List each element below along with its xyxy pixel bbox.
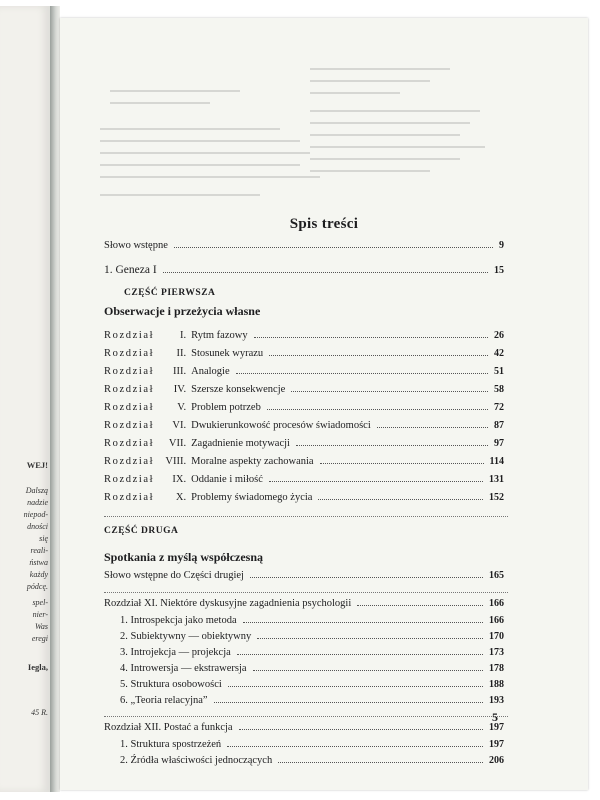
dot-leader: [228, 686, 483, 687]
facing-page-edge: [0, 6, 51, 792]
facing-page-fragment: eregi: [31, 634, 48, 643]
dot-leader: [291, 391, 488, 392]
page-ref: 170: [489, 631, 504, 642]
facing-page-fragment: Dalszą: [25, 486, 48, 495]
page-ref: 152: [489, 492, 504, 503]
page-ref: 197: [489, 722, 504, 733]
chapter-title: Oddanie i miłość: [191, 474, 263, 485]
page-ref: 165: [489, 570, 504, 581]
page-ref: 197: [489, 739, 504, 750]
chapter-row: [104, 474, 504, 490]
part-title: Obserwacje i przeżycia własne: [104, 304, 261, 318]
facing-page-fragment: WEJ!: [26, 460, 48, 470]
chapter-row: [104, 722, 504, 738]
page-title: Spis treści: [289, 216, 359, 232]
page-ref: 166: [489, 598, 504, 609]
chapter-row: [104, 402, 504, 418]
subsection-title: 2. Subiektywny — obiektywny: [120, 631, 252, 642]
page-ref: 42: [494, 348, 504, 359]
page-ref: 97: [494, 438, 504, 449]
subsection-row: [120, 647, 504, 663]
chapter-word: Rozdział: [104, 420, 155, 431]
chapter-word: Rozdział: [104, 384, 155, 395]
chapter-title: Problem potrzeb: [191, 402, 261, 413]
subsection-row: [120, 679, 504, 695]
chapter-word: Rozdział: [104, 330, 155, 341]
subsection-title: 6. „Teoria relacyjna”: [120, 695, 208, 706]
chapter-row: [104, 366, 504, 382]
toc-entry-label: Słowo wstępne do Części drugiej: [104, 570, 244, 581]
facing-page-fragment: nier-: [32, 610, 48, 619]
part-heading: CZĘŚĆ DRUGA: [104, 526, 179, 536]
page-number: 5: [492, 710, 498, 724]
dot-leader: [239, 729, 483, 730]
dot-leader: [267, 409, 488, 410]
chapter-title: Rozdział XII. Postać a funkcja: [104, 722, 233, 733]
chapter-word: Rozdział: [104, 348, 155, 359]
section-divider: [104, 716, 508, 717]
dot-leader: [174, 247, 493, 248]
chapter-title: Moralne aspekty zachowania: [191, 456, 314, 467]
subsection-title: 5. Struktura osobowości: [120, 679, 222, 690]
chapter-word: Rozdział: [104, 402, 155, 413]
chapter-row: [104, 438, 504, 454]
dot-leader: [236, 373, 488, 374]
chapter-number: VI.: [172, 420, 187, 431]
dot-leader: [250, 577, 483, 578]
page-ref: 114: [489, 456, 504, 467]
book-gutter: [50, 6, 60, 792]
subsection-row: [120, 663, 504, 679]
part-title: Spotkania z myślą współczesną: [104, 550, 264, 564]
bleed-through-text: [60, 18, 588, 238]
page-ref: 206: [489, 755, 504, 766]
dot-leader: [253, 670, 483, 671]
dot-leader: [254, 337, 488, 338]
toc-entry: [104, 264, 504, 280]
chapter-title: Rytm fazowy: [191, 330, 248, 341]
facing-page-fragment: nadzie: [27, 498, 48, 507]
page-ref: 72: [494, 402, 504, 413]
chapter-number: VIII.: [165, 456, 187, 467]
book-page: [60, 18, 588, 790]
chapter-row: [104, 348, 504, 364]
subsection-title: 3. Introjekcja — projekcja: [120, 647, 231, 658]
facing-page-fragment: pódcę.: [26, 582, 48, 591]
facing-page-fragment: Was: [34, 622, 48, 631]
page-ref: 58: [494, 384, 504, 395]
dot-leader: [227, 746, 483, 747]
section-divider: [104, 516, 508, 517]
chapter-row: [104, 598, 504, 614]
chapter-title: Szersze konsekwencje: [191, 384, 286, 395]
chapter-number: I.: [180, 330, 187, 341]
chapter-row: [104, 492, 504, 508]
chapter-title: Zagadnienie motywacji: [191, 438, 290, 449]
chapter-word: Rozdział: [104, 474, 155, 485]
dot-leader: [269, 481, 483, 482]
page-ref: 87: [494, 420, 504, 431]
facing-page-fragment: 45 R.: [31, 708, 48, 717]
chapter-word: Rozdział: [104, 438, 155, 449]
dot-leader: [318, 499, 483, 500]
chapter-title: Problemy świadomego życia: [191, 492, 313, 503]
chapter-word: Rozdział: [104, 456, 155, 467]
dot-leader: [278, 762, 483, 763]
section-divider: [104, 592, 508, 593]
chapter-number: X.: [175, 492, 187, 503]
chapter-number: IV.: [173, 384, 187, 395]
dot-leader: [243, 622, 483, 623]
toc-entry: [104, 570, 504, 586]
facing-page-fragment: reali-: [30, 546, 48, 555]
toc-entry-label: 1. Geneza I: [104, 264, 157, 276]
subsection-row: [120, 631, 504, 647]
chapter-number: VII.: [168, 438, 187, 449]
chapter-row: [104, 420, 504, 436]
toc-entry: [104, 240, 504, 256]
chapter-title: Rozdział XI. Niektóre dyskusyjne zagadnienia psychologii: [104, 598, 352, 609]
page-ref: 9: [499, 240, 504, 251]
chapter-row: [104, 456, 504, 472]
dot-leader: [296, 445, 488, 446]
chapter-word: Rozdział: [104, 492, 155, 503]
dot-leader: [163, 272, 488, 273]
chapter-number: IX.: [172, 474, 187, 485]
page-ref: 173: [489, 647, 504, 658]
subsection-row: [120, 739, 504, 755]
subsection-title: 1. Struktura spostrzeżeń: [120, 739, 222, 750]
chapter-title: Dwukierunkowość procesów świadomości: [191, 420, 371, 431]
page-ref: 193: [489, 695, 504, 706]
dot-leader: [269, 355, 488, 356]
page-ref: 131: [489, 474, 504, 485]
chapter-number: III.: [173, 366, 187, 377]
subsection-row: [120, 755, 504, 771]
subsection-title: 1. Introspekcja jako metoda: [120, 615, 237, 626]
facing-page-fragment: niepod-: [23, 510, 48, 519]
subsection-row: [120, 695, 504, 711]
facing-page-fragment: się: [39, 534, 48, 543]
chapter-word: Rozdział: [104, 366, 155, 377]
page-ref: 166: [489, 615, 504, 626]
page-ref: 15: [494, 265, 504, 276]
dot-leader: [237, 654, 483, 655]
chapter-row: [104, 330, 504, 346]
dot-leader: [257, 638, 483, 639]
dot-leader: [320, 463, 484, 464]
chapter-number: II.: [176, 348, 187, 359]
part-heading: CZĘŚĆ PIERWSZA: [124, 288, 216, 298]
facing-page-fragment: Iegla,: [27, 662, 48, 672]
facing-page-fragment: spel-: [32, 598, 48, 607]
page-ref: 188: [489, 679, 504, 690]
chapter-row: [104, 384, 504, 400]
facing-page-fragment: każdy: [29, 570, 48, 579]
chapter-title: Analogie: [191, 366, 230, 377]
subsection-row: [120, 615, 504, 631]
page-ref: 178: [489, 663, 504, 674]
subsection-title: 4. Introwersja — ekstrawersja: [120, 663, 247, 674]
page-ref: 51: [494, 366, 504, 377]
chapter-title: Stosunek wyrazu: [191, 348, 264, 359]
dot-leader: [214, 702, 483, 703]
dot-leader: [357, 605, 483, 606]
facing-page-fragment: dności: [27, 522, 48, 531]
chapter-number: V.: [177, 402, 187, 413]
toc-entry-label: Słowo wstępne: [104, 240, 168, 251]
dot-leader: [377, 427, 488, 428]
subsection-title: 2. Źródła właściwości jednoczących: [120, 755, 273, 766]
page-ref: 26: [494, 330, 504, 341]
facing-page-fragment: ństwa: [29, 558, 48, 567]
